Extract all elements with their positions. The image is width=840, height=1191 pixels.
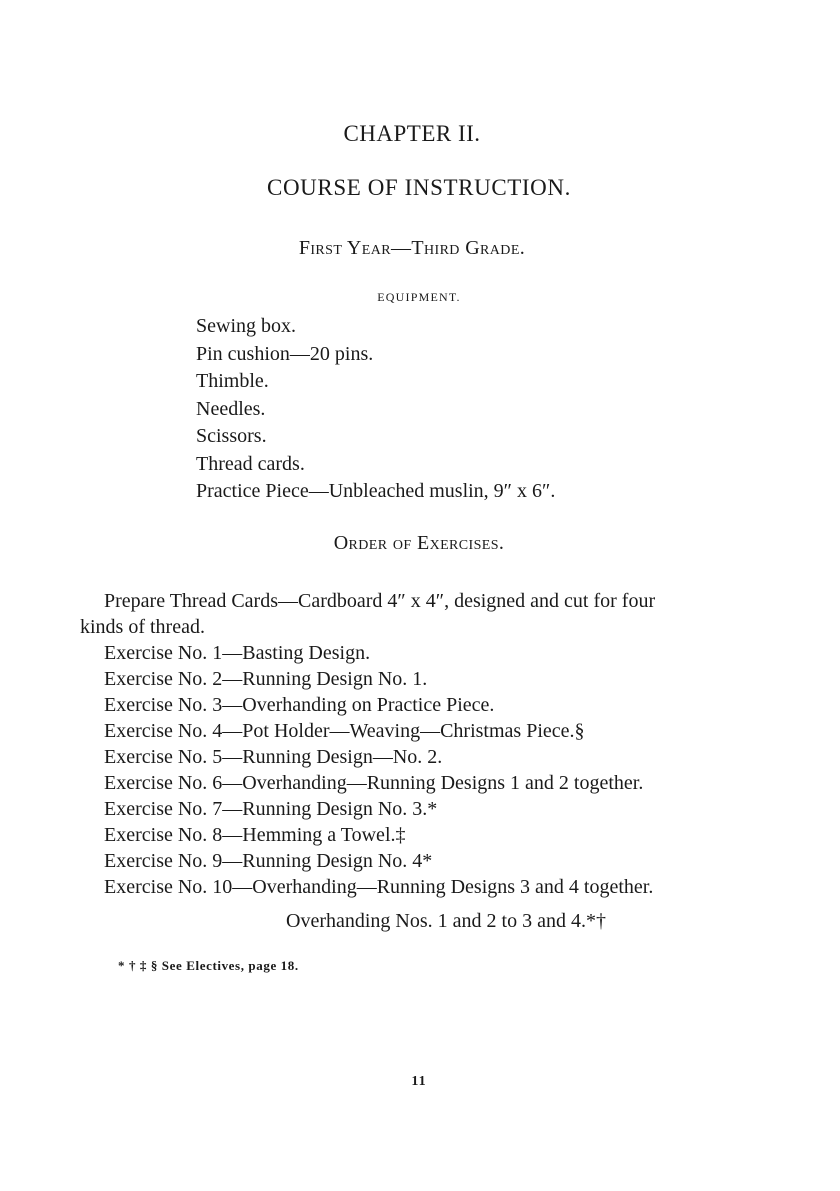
exercise-item: Exercise No. 2—Running Design No. 1. xyxy=(104,668,428,690)
footnote: * † ‡ § See Electives, page 18. xyxy=(118,958,299,973)
equipment-item: Needles. xyxy=(196,397,266,420)
exercise-item: Exercise No. 10—Overhanding—Running Designs 3 and 4 together. xyxy=(104,876,654,898)
year-heading: First Year—Third Grade. xyxy=(298,237,526,259)
prepare-thread-cards-line2: kinds of thread. xyxy=(80,616,205,638)
exercise-list xyxy=(104,640,653,900)
prepare-thread-cards-line1: Prepare Thread Cards—Cardboard 4″ x 4″, designed and cut for four xyxy=(104,590,656,612)
equipment-item: Practice Piece—Unbleached muslin, 9″ x 6″. xyxy=(196,480,556,502)
equipment-item: Pin cushion—20 pins. xyxy=(196,342,374,365)
exercise-item: Exercise No. 4—Pot Holder—Weaving—Christmas Piece.§ xyxy=(104,720,585,742)
equipment-item: Thimble. xyxy=(196,370,269,392)
exercise-item: Exercise No. 3—Overhanding on Practice Piece. xyxy=(104,694,495,716)
page-number: 11 xyxy=(411,1074,427,1089)
exercise-item: Exercise No. 9—Running Design No. 4* xyxy=(104,850,433,872)
exercise-continuation: Overhanding Nos. 1 and 2 to 3 and 4.*† xyxy=(286,910,606,932)
exercise-item: Exercise No. 8—Hemming a Towel.‡ xyxy=(104,824,406,846)
equipment-item: Sewing box. xyxy=(196,315,296,337)
equipment-heading: EQUIPMENT. xyxy=(377,290,461,304)
order-heading: Order of Exercises. xyxy=(333,532,505,554)
exercise-item: Exercise No. 6—Overhanding—Running Designs 1 and 2 together. xyxy=(104,772,644,794)
equipment-item: Thread cards. xyxy=(196,452,305,475)
equipment-list xyxy=(196,313,555,506)
exercise-item: Exercise No. 1—Basting Design. xyxy=(104,642,371,664)
exercise-item: Exercise No. 7—Running Design No. 3.* xyxy=(104,798,438,820)
exercise-item: Exercise No. 5—Running Design—No. 2. xyxy=(104,746,443,768)
course-title: COURSE OF INSTRUCTION. xyxy=(267,175,571,200)
equipment-item: Scissors. xyxy=(196,425,267,447)
chapter-title: CHAPTER II. xyxy=(343,121,481,146)
